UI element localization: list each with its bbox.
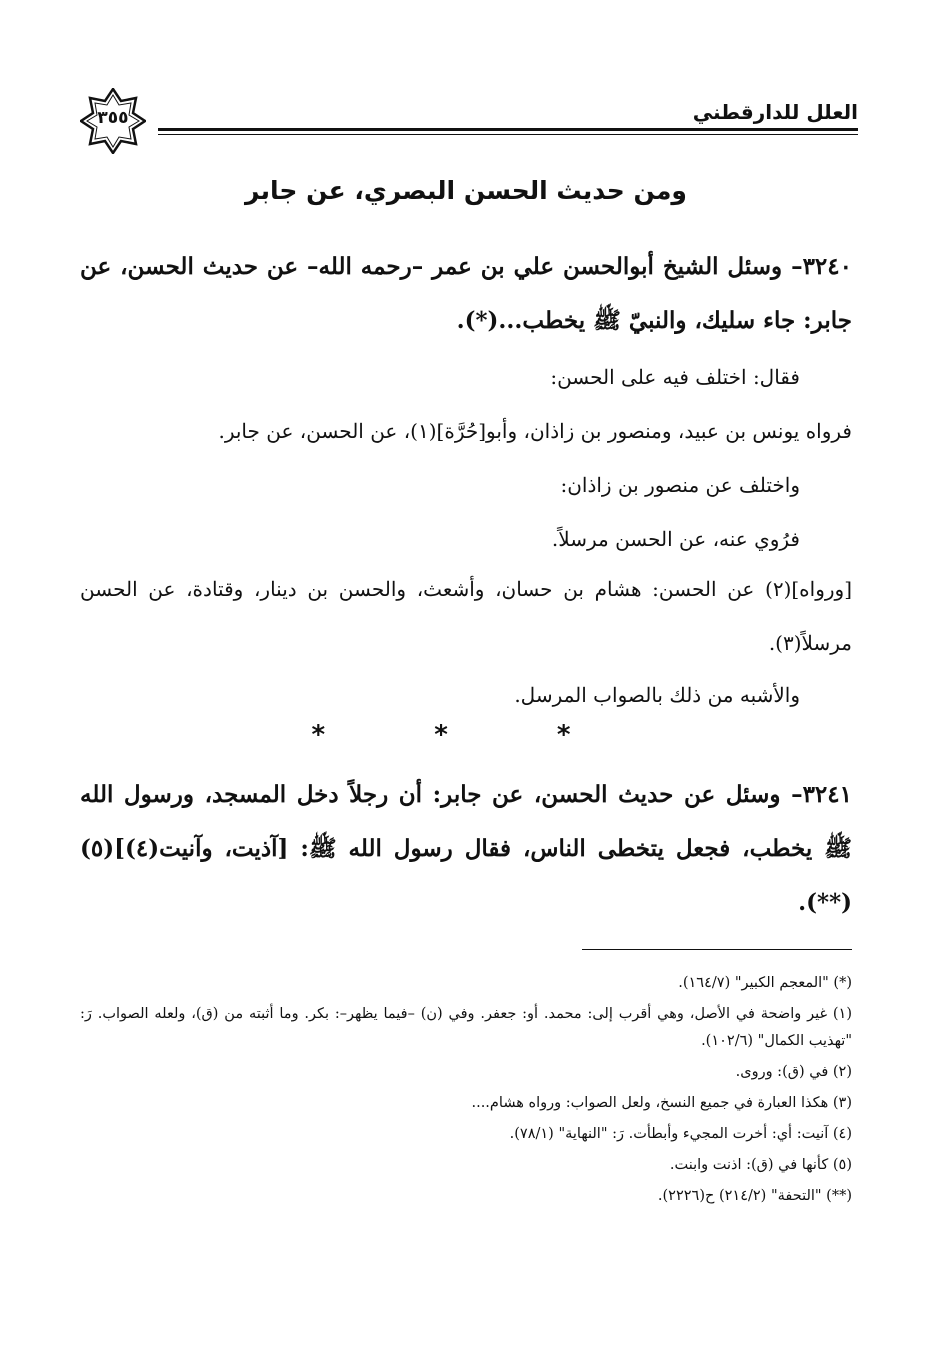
entry-3241: ٣٢٤١– وسئل عن حديث الحسن، عن جابر: أن رجلاً دخل المسجد، ورسول الله ﷺ يخطب، فجعل يتخطى الناس، فقال رسول الله ﷺ: [آذيت، وآنيت(٤)](٥)(**). <box>80 781 852 916</box>
running-title: العلل للدارقطني <box>692 100 858 124</box>
footnote: (١) غير واضحة في الأصل، وهي أقرب إلى: محمد. أو: جعفر. وفي (ن) –فيما يظهر–: بكر. وما أثبته من (ق)، ولعله الصواب. رَ: "تهذيب الكمال" (١٠٢/٦). <box>80 1006 852 1049</box>
page-number: ٣٥٥ <box>97 108 129 128</box>
section-heading: ومن حديث الحسن البصري، عن جابر <box>245 176 687 205</box>
footnote: (٢) في (ق): وروى. <box>735 1064 852 1080</box>
answer-line: والأشبه من ذلك بالصواب المرسل. <box>514 683 800 707</box>
footnote: (**) "التحفة" (٢١٤/٢) ح(٢٢٢٦). <box>657 1188 852 1204</box>
footnotes <box>80 970 852 1214</box>
footnote: (٤) آنيت: أي: أخرت المجيء وأبطأت. رَ: "النهاية" (٧٨/١). <box>509 1126 852 1142</box>
page-header <box>78 88 858 158</box>
answer-line: واختلف عن منصور بن زاذان: <box>560 473 800 497</box>
footnote-rule <box>582 949 852 950</box>
entry-3240: ٣٢٤٠– وسئل الشيخ أبوالحسن علي بن عمر –رحمه الله– عن حديث الحسن، عن جابر: جاء سليك، والنبيّ ﷺ يخطب...(*). <box>80 253 852 334</box>
answer-line: فرُوي عنه، عن الحسن مرسلاً. <box>551 527 800 551</box>
header-rule <box>158 128 858 131</box>
answer-line: فرواه يونس بن عبيد، ومنصور بن زاذان، وأبو[حُرَّة](١)، عن الحسن، عن جابر. <box>218 419 852 443</box>
footnote: (٣) هكذا العبارة في جميع النسخ، ولعل الصواب: ورواه هشام.... <box>471 1095 852 1111</box>
header-rule-thin <box>158 134 858 135</box>
section-separator: * * * <box>311 720 621 750</box>
answer-line: [ورواه](٢) عن الحسن: هشام بن حسان، وأشعث، والحسن بن دينار، وقتادة، عن الحسن مرسلاً(٣). <box>80 577 852 655</box>
answer-line: فقال: اختلف فيه على الحسن: <box>550 365 800 389</box>
page-number-badge <box>80 88 146 154</box>
footnote: (٥) كأنها في (ق): اذنت وابنت. <box>669 1157 852 1173</box>
footnote: (*) "المعجم الكبير" (١٦٤/٧). <box>678 975 852 991</box>
